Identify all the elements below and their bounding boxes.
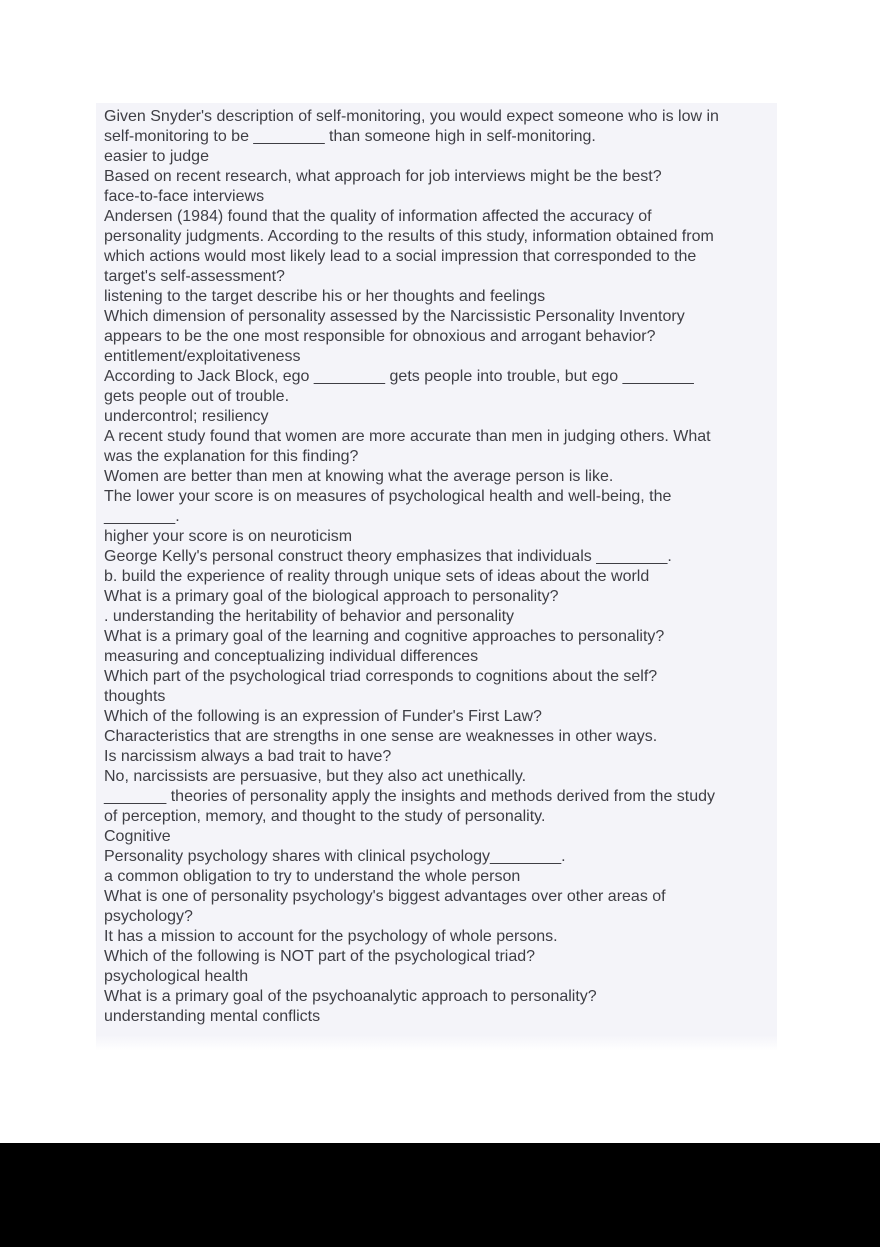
- flashcard: [104, 947, 771, 987]
- flashcard: [104, 487, 771, 547]
- question-line: ________.: [104, 508, 180, 525]
- flashcard: [104, 107, 771, 167]
- question-line: What is a primary goal of the learning and cognitive approaches to personality?: [104, 628, 665, 645]
- question-line: What is a primary goal of the psychoanalytic approach to personality?: [104, 988, 597, 1005]
- question-line: What is one of personality psychology's biggest advantages over other areas of: [104, 888, 666, 905]
- answer-line: entitlement/exploitativeness: [104, 348, 301, 365]
- answer-line: It has a mission to account for the psychology of whole persons.: [104, 928, 558, 945]
- flashcard: [104, 847, 771, 887]
- flashcard: [104, 587, 771, 627]
- question-line: which actions would most likely lead to a social impression that corresponded to the: [104, 248, 697, 265]
- flashcard: [104, 427, 771, 487]
- bottom-black-bar: [0, 1143, 880, 1247]
- flashcard: [104, 747, 771, 787]
- answer-line: higher your score is on neuroticism: [104, 528, 353, 545]
- flashcard-text-block: [96, 103, 777, 1035]
- question-line: Is narcissism always a bad trait to have?: [104, 748, 392, 765]
- question-line: was the explanation for this finding?: [104, 448, 359, 465]
- question-line: psychology?: [104, 908, 193, 925]
- flashcard: [104, 367, 771, 427]
- answer-line: listening to the target describe his or her thoughts and feelings: [104, 288, 546, 305]
- answer-line: No, narcissists are persuasive, but they also act unethically.: [104, 768, 527, 785]
- answer-line: face-to-face interviews: [104, 188, 265, 205]
- flashcard: [104, 207, 771, 307]
- question-line: of perception, memory, and thought to the study of personality.: [104, 808, 546, 825]
- flashcard: [104, 667, 771, 707]
- answer-line: thoughts: [104, 688, 166, 705]
- answer-line: . understanding the heritability of behavior and personality: [104, 608, 515, 625]
- flashcard: [104, 887, 771, 947]
- question-line: A recent study found that women are more accurate than men in judging others. What: [104, 428, 711, 445]
- flashcard: [104, 707, 771, 747]
- answer-line: Women are better than men at knowing what the average person is like.: [104, 468, 614, 485]
- question-line: personality judgments. According to the results of this study, information obtained from: [104, 228, 714, 245]
- answer-line: Cognitive: [104, 828, 171, 845]
- answer-line: b. build the experience of reality through unique sets of ideas about the world: [104, 568, 650, 585]
- question-line: self-monitoring to be ________ than someone high in self-monitoring.: [104, 128, 596, 145]
- question-line: The lower your score is on measures of psychological health and well-being, the: [104, 488, 672, 505]
- question-line: appears to be the one most responsible for obnoxious and arrogant behavior?: [104, 328, 656, 345]
- answer-line: a common obligation to try to understand the whole person: [104, 868, 521, 885]
- flashcard: [104, 167, 771, 207]
- question-line: _______ theories of personality apply the insights and methods derived from the study: [104, 788, 716, 805]
- question-line: Andersen (1984) found that the quality of information affected the accuracy of: [104, 208, 652, 225]
- question-line: Which dimension of personality assessed by the Narcissistic Personality Inventory: [104, 308, 685, 325]
- question-line: Which part of the psychological triad corresponds to cognitions about the self?: [104, 668, 658, 685]
- question-line: According to Jack Block, ego ________ gets people into trouble, but ego ________: [104, 368, 694, 385]
- flashcard: [104, 307, 771, 367]
- question-line: Which of the following is NOT part of the psychological triad?: [104, 948, 536, 965]
- question-line: Based on recent research, what approach for job interviews might be the best?: [104, 168, 662, 185]
- question-line: gets people out of trouble.: [104, 388, 290, 405]
- flashcard: [104, 987, 771, 1027]
- answer-line: measuring and conceptualizing individual differences: [104, 648, 479, 665]
- question-line: What is a primary goal of the biological approach to personality?: [104, 588, 559, 605]
- flashcard: [104, 547, 771, 587]
- question-line: target's self-assessment?: [104, 268, 285, 285]
- question-line: Personality psychology shares with clinical psychology________.: [104, 848, 566, 865]
- answer-line: psychological health: [104, 968, 249, 985]
- question-line: George Kelly's personal construct theory emphasizes that individuals ________.: [104, 548, 672, 565]
- flashcard: [104, 627, 771, 667]
- answer-line: Characteristics that are strengths in one sense are weaknesses in other ways.: [104, 728, 658, 745]
- question-line: Which of the following is an expression of Funder's First Law?: [104, 708, 542, 725]
- answer-line: understanding mental conflicts: [104, 1008, 321, 1025]
- flashcard: [104, 787, 771, 847]
- content-bottom-fade: [96, 1035, 777, 1051]
- question-line: Given Snyder's description of self-monitoring, you would expect someone who is low in: [104, 108, 719, 125]
- answer-line: undercontrol; resiliency: [104, 408, 269, 425]
- answer-line: easier to judge: [104, 148, 209, 165]
